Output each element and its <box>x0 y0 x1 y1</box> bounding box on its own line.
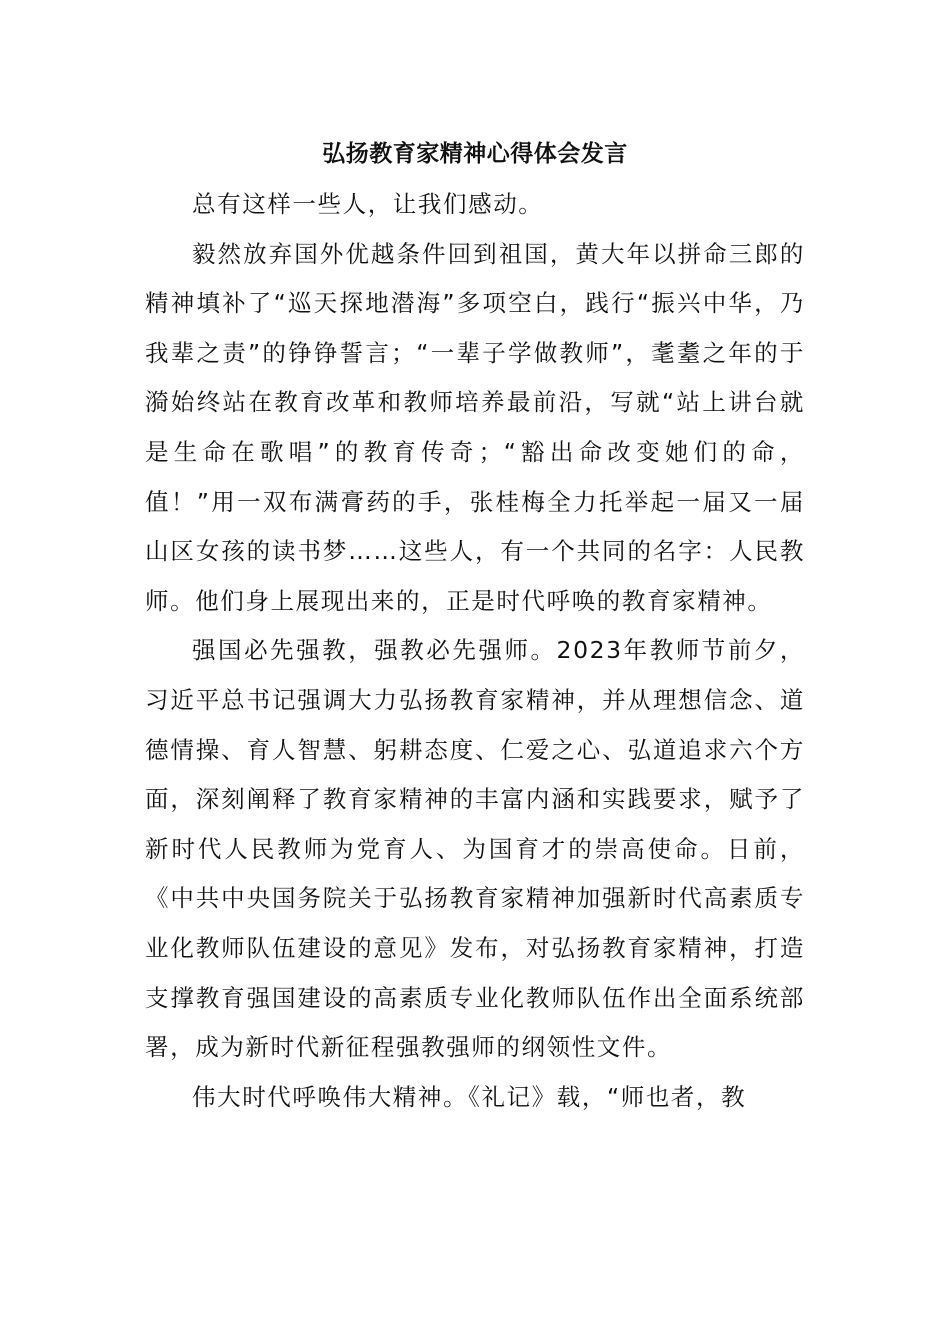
paragraph-policy: 强国必先强教，强教必先强师。2023年教师节前夕，习近平总书记强调大力弘扬教育家精神，并从理想信念、道德情操、育人智慧、躬耕态度、仁爱之心、弘道追求六个方面，深刻阐释了教育家精神的丰富内涵和实践要求，赋予了新时代人民教师为党育人、为国育才的崇高使命。日前，《中共中央国务院关于弘扬教育家精神加强新时代高素质专业化教师队伍建设的意见》发布，对弘扬教育家精神，打造支撑教育强国建设的高素质专业化教师队伍作出全面系统部署，成为新时代新征程强教强师的纲领性文件。 <box>145 636 805 1062</box>
paragraph-intro: 总有这样一些人，让我们感动。 <box>192 190 544 218</box>
document-title: 弘扬教育家精神心得体会发言 <box>322 141 628 167</box>
document-page <box>145 128 805 1122</box>
paragraph-era: 伟大时代呼唤伟大精神。《礼记》载，“师也者，教 <box>192 1082 747 1111</box>
paragraph-examples: 毅然放弃国外优越条件回到祖国，黄大年以拼命三郎的精神填补了“巡天探地潜海”多项空白，践行“振兴中华，乃我辈之责”的铮铮誓言；“一辈子学做教师”，耄耋之年的于漪始终站在教育改革和教师培养最前沿，写就“站上讲台就是生命在歌唱”的教育传奇；“豁出命改变她们的命，值！”用一双布满膏药的手，张桂梅全力托举起一届又一届山区女孩的读书梦……这些人，有一个共同的名字：人民教师。他们身上展现出来的，正是时代呼唤的教育家精神。 <box>145 239 805 615</box>
